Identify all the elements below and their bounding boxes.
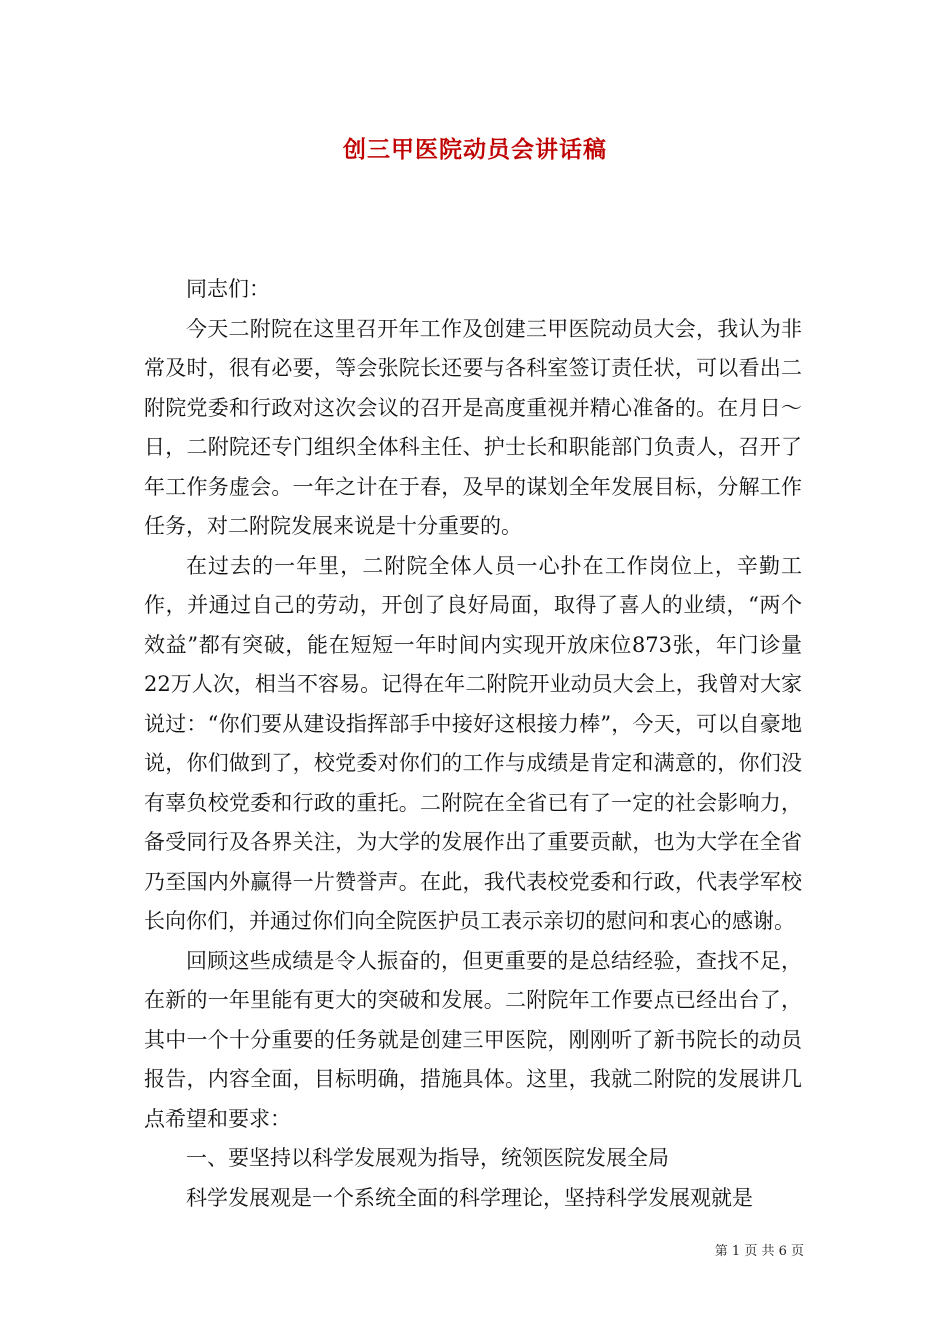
document-title: 创三甲医院动员会讲话稿 <box>343 136 607 163</box>
section-heading-1: 一、要坚持以科学发展观为指导，统领医院发展全局 <box>186 1146 669 1170</box>
paragraph-4: 科学发展观是一个系统全面的科学理论，坚持科学发展观就是 <box>186 1185 753 1210</box>
paragraph-2: 在过去的一年里，二附院全体人员一心扑在工作岗位上，辛勤工作，并通过自己的劳动，开创了良好局面，取得了喜人的业绩，“两个效益”都有突破，能在短短一年时间内实现开放床位873张，年门诊量22万人次，相当不容易。记得在年二附院开业动员大会上，我曾对大家说过：“你们要从建设指挥部手中接好这根接力棒”，今天，可以自豪地说，你们做到了，校党委对你们的工作与成绩是肯定和满意的，你们没有辜负校党委和行政的重托。二附院在全省已有了一定的社会影响力，备受同行及各界关注，为大学的发展作出了重要贡献，也为大学在全省乃至国内外赢得一片赞誉声。在此，我代表校党委和行政，代表学军校长向你们，并通过你们向全院医护员工表示亲切的慰问和衷心的感谢。 <box>144 553 802 933</box>
paragraph-1: 今天二附院在这里召开年工作及创建三甲医院动员大会，我认为非常及时，很有必要，等会张院长还要与各科室签订责任状，可以看出二附院党委和行政对这次会议的召开是高度重视并精心准备的。在月日～日，二附院还专门组织全体科主任、护士长和职能部门负责人，召开了年工作务虚会。一年之计在于春，及早的谋划全年发展目标，分解工作任务，对二附院发展来说是十分重要的。 <box>144 316 802 538</box>
paragraph-3: 回顾这些成绩是令人振奋的，但更重要的是总结经验，查找不足，在新的一年里能有更大的突破和发展。二附院年工作要点已经出台了，其中一个十分重要的任务就是创建三甲医院，刚刚听了新书院长的动员报告，内容全面，目标明确，措施具体。这里，我就二附院的发展讲几点希望和要求： <box>144 948 802 1131</box>
document-body <box>144 270 802 1218</box>
paragraph-salutation: 同志们： <box>186 277 270 301</box>
page-number-footer: 第 1 页 共 6 页 <box>714 1244 804 1259</box>
